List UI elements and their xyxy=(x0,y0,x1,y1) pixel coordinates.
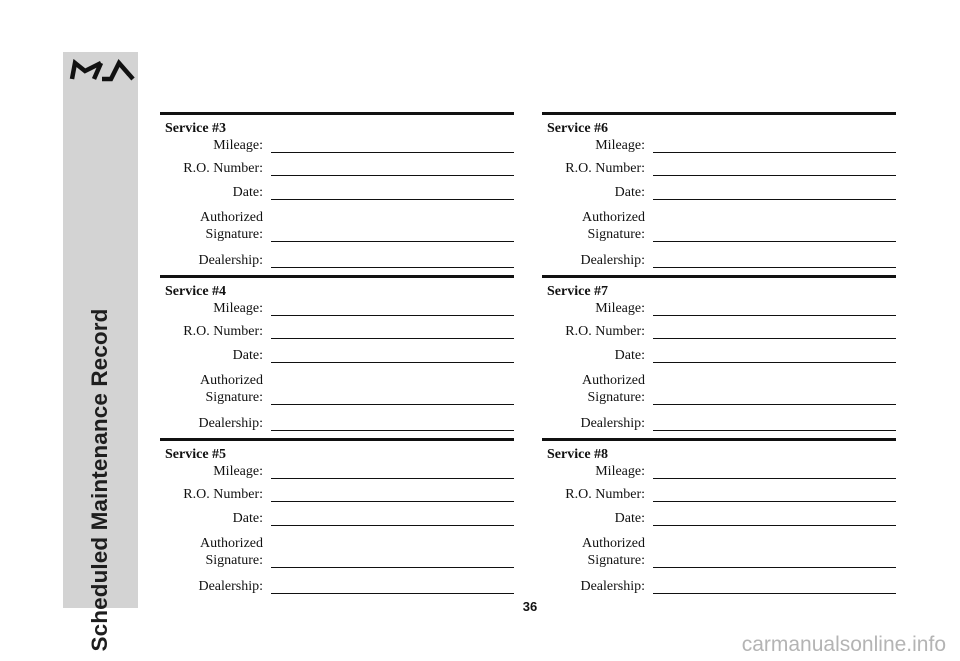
ro-number-field[interactable] xyxy=(271,338,514,339)
dealership-field[interactable] xyxy=(653,267,896,268)
mileage-label: Mileage: xyxy=(213,301,263,316)
mileage-label: Mileage: xyxy=(595,138,645,153)
date-label: Date: xyxy=(614,511,645,526)
ro-number-label: R.O. Number: xyxy=(183,324,263,339)
signature-label: Signature: xyxy=(587,390,645,405)
ro-number-label: R.O. Number: xyxy=(565,324,645,339)
date-label: Date: xyxy=(232,511,263,526)
date-field[interactable] xyxy=(271,199,514,200)
signature-field[interactable] xyxy=(271,404,514,405)
date-field[interactable] xyxy=(271,525,514,526)
date-field[interactable] xyxy=(653,525,896,526)
service-column-right xyxy=(542,112,896,601)
signature-label: Signature: xyxy=(587,553,645,568)
mileage-field[interactable] xyxy=(271,478,514,479)
ro-number-label: R.O. Number: xyxy=(565,487,645,502)
authorized-label: Authorized xyxy=(200,536,263,551)
authorized-label: Authorized xyxy=(200,373,263,388)
service-title: Service #3 xyxy=(165,121,227,136)
ro-number-field[interactable] xyxy=(271,175,514,176)
date-label: Date: xyxy=(232,348,263,363)
ro-number-field[interactable] xyxy=(653,501,896,502)
signature-field[interactable] xyxy=(653,404,896,405)
mileage-label: Mileage: xyxy=(595,464,645,479)
service-title: Service #4 xyxy=(165,284,227,299)
date-label: Date: xyxy=(232,185,263,200)
date-label: Date: xyxy=(614,348,645,363)
dealership-label: Dealership: xyxy=(580,416,645,431)
dealership-field[interactable] xyxy=(653,593,896,594)
section-title: Scheduled Maintenance Record xyxy=(87,308,112,652)
dealership-label: Dealership: xyxy=(198,253,263,268)
service-block xyxy=(160,112,514,275)
service-block xyxy=(542,275,896,438)
service-title: Service #8 xyxy=(547,447,609,462)
authorized-label: Authorized xyxy=(200,210,263,225)
signature-label: Signature: xyxy=(205,553,263,568)
dealership-label: Dealership: xyxy=(198,416,263,431)
ro-number-field[interactable] xyxy=(653,175,896,176)
page-number: 36 xyxy=(522,599,538,614)
mileage-field[interactable] xyxy=(653,315,896,316)
dealership-label: Dealership: xyxy=(580,579,645,594)
ro-number-label: R.O. Number: xyxy=(565,161,645,176)
date-field[interactable] xyxy=(653,362,896,363)
date-field[interactable] xyxy=(653,199,896,200)
dealership-field[interactable] xyxy=(271,430,514,431)
signature-field[interactable] xyxy=(653,241,896,242)
mileage-field[interactable] xyxy=(653,478,896,479)
authorized-label: Authorized xyxy=(582,536,645,551)
sidebar xyxy=(63,52,138,652)
signature-field[interactable] xyxy=(271,241,514,242)
mileage-label: Mileage: xyxy=(213,138,263,153)
date-label: Date: xyxy=(614,185,645,200)
signature-field[interactable] xyxy=(653,567,896,568)
date-field[interactable] xyxy=(271,362,514,363)
service-title: Service #6 xyxy=(547,121,609,136)
dealership-label: Dealership: xyxy=(198,579,263,594)
mileage-field[interactable] xyxy=(653,152,896,153)
kia-logo xyxy=(65,58,137,84)
ro-number-field[interactable] xyxy=(653,338,896,339)
service-column-left xyxy=(160,112,514,601)
mileage-field[interactable] xyxy=(271,315,514,316)
service-block xyxy=(542,438,896,601)
mileage-field[interactable] xyxy=(271,152,514,153)
authorized-label: Authorized xyxy=(582,373,645,388)
signature-label: Signature: xyxy=(205,390,263,405)
dealership-label: Dealership: xyxy=(580,253,645,268)
service-block xyxy=(160,275,514,438)
service-block xyxy=(160,438,514,601)
signature-field[interactable] xyxy=(271,567,514,568)
authorized-label: Authorized xyxy=(582,210,645,225)
dealership-field[interactable] xyxy=(271,267,514,268)
signature-label: Signature: xyxy=(205,227,263,242)
mileage-label: Mileage: xyxy=(595,301,645,316)
ro-number-label: R.O. Number: xyxy=(183,487,263,502)
dealership-field[interactable] xyxy=(271,593,514,594)
mileage-label: Mileage: xyxy=(213,464,263,479)
service-block xyxy=(542,112,896,275)
dealership-field[interactable] xyxy=(653,430,896,431)
signature-label: Signature: xyxy=(587,227,645,242)
service-title: Service #7 xyxy=(547,284,609,299)
ro-number-label: R.O. Number: xyxy=(183,161,263,176)
ro-number-field[interactable] xyxy=(271,501,514,502)
watermark: carmanualsonline.info xyxy=(741,633,946,656)
service-title: Service #5 xyxy=(165,447,227,462)
